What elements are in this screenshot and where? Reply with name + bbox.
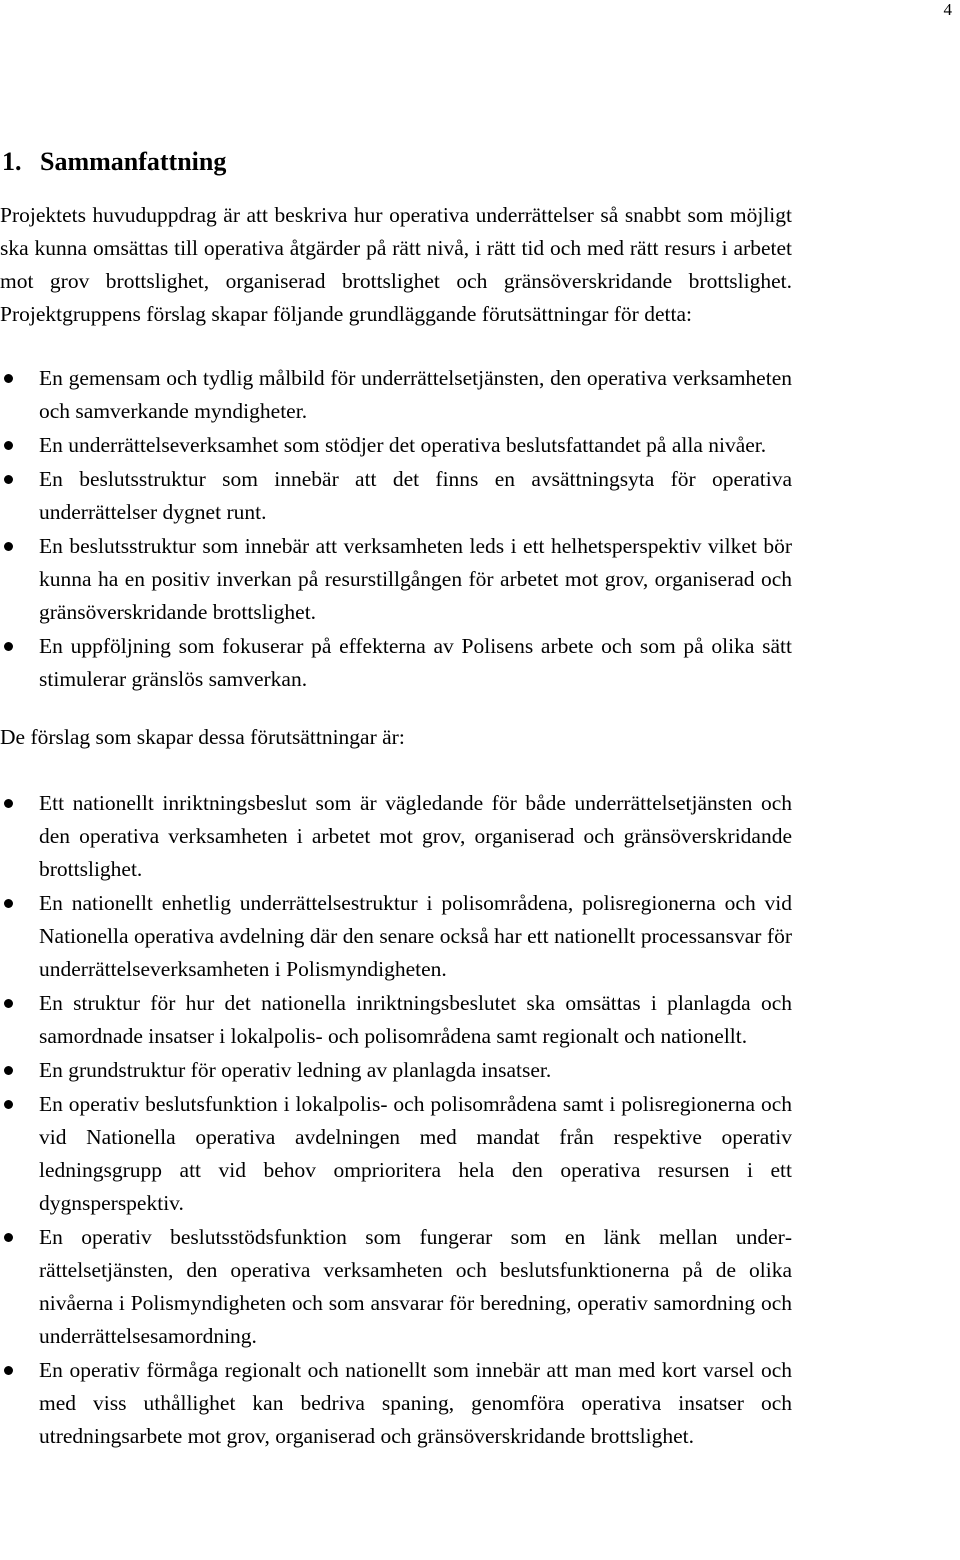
list-item-text: En nationellt enhetlig underrättelsestruktur i polisområdena, polisregionerna och vid Nationella operativa avdelning där den senare också har ett nationellt processansvar för underrättelseverksamheten i Polismyndigheten. <box>39 891 792 981</box>
list-item <box>0 362 792 428</box>
list-item-text: En struktur för hur det nationella inriktningsbeslutet ska omsättas i planlagda och samordnade insatser i lokalpolis- och polisområdena samt regionalt och nationellt. <box>39 991 792 1048</box>
list-item-text: En beslutsstruktur som innebär att verksamheten leds i ett helhetsperspektiv vilket bör kunna ha en positiv inverkan på resurstillgången för arbetet mot grov, organiserad och gränsöverskridande brottslighet. <box>39 534 792 624</box>
bullet-icon <box>4 999 13 1008</box>
section-heading <box>0 143 792 181</box>
section-number: 1. <box>2 147 22 176</box>
list-item-text: En gemensam och tydlig målbild för underrättelsetjänsten, den operativa verksamheten och samverkande myndigheter. <box>39 366 792 423</box>
list-item-text: En operativ beslutsstödsfunktion som fungerar som en länk mellan underrättelsetjänsten, den operativa verksamheten och beslutsfunktionerna på de olika nivåerna i Polismyndigheten och som ansvarar för beredning, operativ samordning och underrättelsesamordning. <box>39 1225 792 1348</box>
list-item-text: En underrättelseverksamhet som stödjer det operativa beslutsfattandet på alla nivåer. <box>39 433 767 457</box>
list-item <box>0 630 792 696</box>
bullet-icon <box>4 441 13 450</box>
list-item-text: En operativ beslutsfunktion i lokalpolis- och polisområdena samt i polisregionerna och vid Nationella operativa avdelningen med mandat från respektive operativ ledningsgrupp att vid behov omprioritera hela den operativa resursen i ett dygnsperspektiv. <box>39 1092 792 1215</box>
prerequisites-list <box>0 362 792 696</box>
list-item <box>0 987 792 1053</box>
intro-paragraph: Projektets huvuduppdrag är att beskriva hur operativa underrättelser så snabbt som möjligt ska kunna omsättas till operativa åtgärder på rätt nivå, i rätt tid och med rätt resurs i arbetet mot grov brottslighet, organiserad brottslighet och gränsöverskridande brottslighet. Projektgruppens förslag skapar följande grundläggande förutsättningar för detta: <box>0 203 792 326</box>
list-item-text: Ett nationellt inriktningsbeslut som är vägledande för både underrättelsetjänsten och den operativa verksamheten i arbetet mot grov, organiserad och gränsöverskridande brottslighet. <box>39 791 792 881</box>
bullet-icon <box>4 1100 13 1109</box>
list-item <box>0 530 792 629</box>
page-number: 4 <box>943 0 952 19</box>
list-item <box>0 787 792 886</box>
bullet-icon <box>4 1366 13 1375</box>
list-item-text: En beslutsstruktur som innebär att det finns en avsättningsyta för operativa underrättelser dygnet runt. <box>39 467 792 524</box>
document-content <box>0 143 792 1454</box>
list-item <box>0 1054 792 1087</box>
bullet-icon <box>4 642 13 651</box>
bullet-icon <box>4 899 13 908</box>
list-item <box>0 429 792 462</box>
list-item <box>0 1088 792 1220</box>
proposals-lead-paragraph: De förslag som skapar dessa förutsättningar är: <box>0 725 405 749</box>
bullet-icon <box>4 1066 13 1075</box>
bullet-icon <box>4 542 13 551</box>
bullet-icon <box>4 799 13 808</box>
bullet-icon <box>4 1233 13 1242</box>
bullet-icon <box>4 374 13 383</box>
list-item-text: En operativ förmåga regionalt och nationellt som innebär att man med kort varsel och med viss uthållighet kan bedriva spaning, genomföra operativa insatser och utredningsarbete mot grov, organiserad och gränsöverskridande brottslighet. <box>39 1358 792 1448</box>
list-item-text: En grundstruktur för operativ ledning av planlagda insatser. <box>39 1058 552 1082</box>
proposals-list <box>0 787 792 1453</box>
list-item-text: En uppföljning som fokuserar på effekterna av Polisens arbete och som på olika sätt stimulerar gränslös samverkan. <box>39 634 792 691</box>
list-item <box>0 887 792 986</box>
list-item <box>0 1221 792 1353</box>
list-item <box>0 463 792 529</box>
section-title: Sammanfattning <box>40 147 227 176</box>
bullet-icon <box>4 475 13 484</box>
list-item <box>0 1354 792 1453</box>
